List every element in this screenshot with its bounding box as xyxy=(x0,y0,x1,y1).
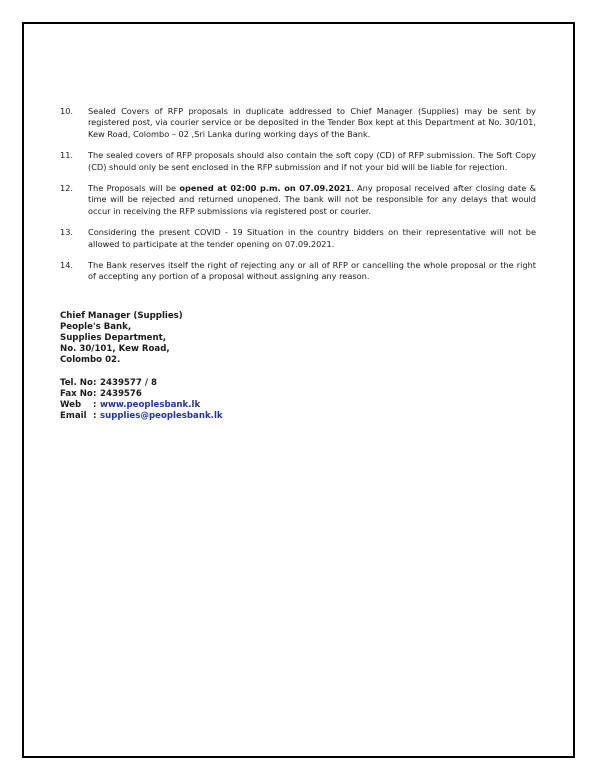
clause-text-end: . Any proposal received after closing date & time will be rejected and returned unopened. The bank will not be responsible for any delays that would occur in receiving the RFP submissions via registered post or courier. xyxy=(88,183,536,216)
clause-number: 10. xyxy=(60,106,74,116)
contact-web xyxy=(60,400,536,411)
web-label: Web xyxy=(60,399,82,410)
opening-datetime: opened at 02:00 p.m. on 07.09.2021 xyxy=(179,183,352,194)
clause-number: 11. xyxy=(60,150,74,161)
separator: : xyxy=(93,388,97,399)
clause-number: 14. xyxy=(60,260,74,271)
clause-text: The Bank reserves itself the right of rejecting any or all of RFP or cancelling the whole proposal or the right of accepting any portion of a proposal without assigning any reason. xyxy=(88,260,536,282)
website-link[interactable]: www.peoplesbank.lk xyxy=(100,399,201,410)
separator: : xyxy=(93,399,97,410)
clause-13 xyxy=(60,227,536,250)
contact-fax xyxy=(60,389,536,400)
clause-text: The sealed covers of RFP proposals should also contain the soft copy (CD) of RFP submission. The Soft Copy (CD) should only be sent enclosed in the RFP submission and if not your bid will be liable for rejection. xyxy=(88,150,536,172)
signature-city: Colombo 02. xyxy=(60,354,121,365)
email-link[interactable]: supplies@peoplesbank.lk xyxy=(100,410,223,421)
clause-11 xyxy=(60,150,536,173)
signature-dept: Supplies Department, xyxy=(60,332,166,343)
fax-value: 2439576 xyxy=(100,388,142,399)
signature-block xyxy=(60,311,536,366)
clause-number: 13. xyxy=(60,227,74,238)
clause-text xyxy=(88,183,536,217)
document-body xyxy=(60,106,536,422)
separator: : xyxy=(93,377,97,388)
tel-value: 2439577 / 8 xyxy=(100,377,157,388)
contact-email xyxy=(60,411,536,422)
separator: : xyxy=(93,410,97,421)
clause-text-start: The Proposals will be xyxy=(88,183,180,194)
tel-label: Tel. No xyxy=(60,377,93,388)
signature-org: People's Bank, xyxy=(60,321,132,332)
clause-text: Sealed Covers of RFP proposals in duplicate addressed to Chief Manager (Supplies) may be sent by registered post, via courier service or be deposited in the Tender Box kept at this Department at No. 30/101, Kew Road, Colombo – 02 ,Sri Lanka during working days of the Bank. xyxy=(88,106,536,139)
contact-block xyxy=(60,378,536,422)
contact-tel xyxy=(60,378,536,389)
signature-title: Chief Manager (Supplies) xyxy=(60,310,183,321)
email-label: Email xyxy=(60,410,87,421)
clause-number: 12. xyxy=(60,183,74,194)
clause-14 xyxy=(60,260,536,283)
clause-12 xyxy=(60,183,536,217)
clause-10 xyxy=(60,106,536,140)
signature-address: No. 30/101, Kew Road, xyxy=(60,343,170,354)
clause-text: Considering the present COVID - 19 Situation in the country bidders on their representative will not be allowed to participate at the tender opening on 07.09.2021. xyxy=(88,227,536,249)
fax-label: Fax No xyxy=(60,388,93,399)
